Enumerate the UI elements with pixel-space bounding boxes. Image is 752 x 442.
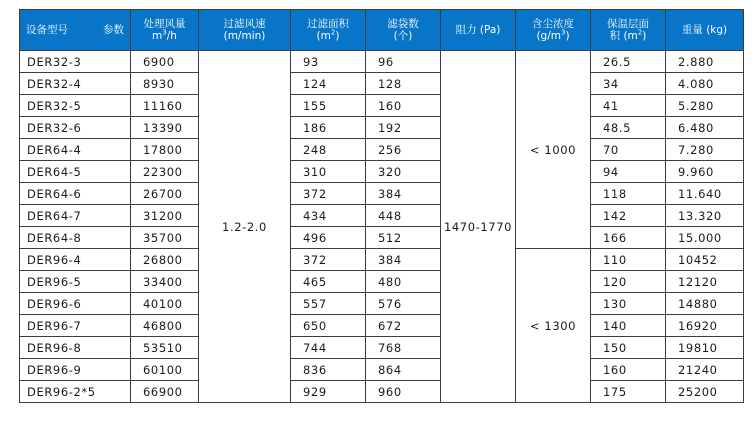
cell-insulation: 140 xyxy=(591,315,666,337)
header-airflow-unit: $m^3/h$ xyxy=(152,28,177,42)
cell-resistance: 1470-1770 xyxy=(441,51,516,403)
table-row xyxy=(20,51,744,73)
cell-model: DER64-5 xyxy=(20,161,131,183)
header-airflow xyxy=(131,10,199,51)
cell-weight: 4.080 xyxy=(666,73,744,95)
cell-insulation: 166 xyxy=(591,227,666,249)
cell-bags: 256 xyxy=(366,139,441,161)
header-bags-unit: (个) xyxy=(393,30,413,42)
table-row xyxy=(20,161,744,183)
cell-area: 465 xyxy=(291,271,366,293)
header-insulation-label: 保温层面 xyxy=(607,18,649,30)
cell-bags: 672 xyxy=(366,315,441,337)
header-airflow-label: 处理风量 xyxy=(143,18,186,30)
header-model-param xyxy=(20,10,131,51)
cell-airflow: 13390 xyxy=(131,117,199,139)
header-row xyxy=(20,10,744,51)
cell-airflow: 17800 xyxy=(131,139,199,161)
cell-airflow: 6900 xyxy=(131,51,199,73)
cell-model: DER32-3 xyxy=(20,51,131,73)
cell-insulation: 150 xyxy=(591,337,666,359)
cell-bags: 192 xyxy=(366,117,441,139)
cell-model: DER96-2*5 xyxy=(20,381,131,403)
cell-dust-group2: < 1300 xyxy=(516,249,591,403)
cell-model: DER64-6 xyxy=(20,183,131,205)
cell-area: 434 xyxy=(291,205,366,227)
cell-bags: 768 xyxy=(366,337,441,359)
cell-bags: 96 xyxy=(366,51,441,73)
header-area-label: 过滤面积 xyxy=(307,18,349,30)
cell-airflow: 46800 xyxy=(131,315,199,337)
cell-airflow: 35700 xyxy=(131,227,199,249)
header-bags-label: 滤袋数 xyxy=(387,18,419,30)
cell-weight: 2.880 xyxy=(666,51,744,73)
cell-airflow: 66900 xyxy=(131,381,199,403)
cell-area: 310 xyxy=(291,161,366,183)
cell-airflow: 26700 xyxy=(131,183,199,205)
cell-insulation: 34 xyxy=(591,73,666,95)
cell-weight: 7.280 xyxy=(666,139,744,161)
cell-weight: 6.480 xyxy=(666,117,744,139)
cell-airflow: 8930 xyxy=(131,73,199,95)
cell-model: DER96-8 xyxy=(20,337,131,359)
table-row xyxy=(20,117,744,139)
cell-model: DER64-8 xyxy=(20,227,131,249)
cell-insulation: 175 xyxy=(591,381,666,403)
cell-bags: 960 xyxy=(366,381,441,403)
cell-insulation: 110 xyxy=(591,249,666,271)
cell-insulation: 118 xyxy=(591,183,666,205)
cell-insulation: 120 xyxy=(591,271,666,293)
cell-airflow: 11160 xyxy=(131,95,199,117)
header-weight-label: 重量 (kg) xyxy=(681,24,728,36)
cell-bags: 384 xyxy=(366,183,441,205)
cell-weight: 16920 xyxy=(666,315,744,337)
header-velocity-unit: (m/min) xyxy=(223,30,266,42)
table-body xyxy=(20,51,744,403)
cell-area: 155 xyxy=(291,95,366,117)
cell-bags: 320 xyxy=(366,161,441,183)
cell-model: DER32-5 xyxy=(20,95,131,117)
cell-area: 557 xyxy=(291,293,366,315)
cell-weight: 13.320 xyxy=(666,205,744,227)
table-row xyxy=(20,183,744,205)
cell-insulation: 48.5 xyxy=(591,117,666,139)
cell-weight: 12120 xyxy=(666,271,744,293)
header-dust-label: 含尘浓度 xyxy=(532,18,574,30)
table-row xyxy=(20,381,744,403)
cell-bags: 160 xyxy=(366,95,441,117)
cell-area: 496 xyxy=(291,227,366,249)
cell-insulation: 41 xyxy=(591,95,666,117)
cell-bags: 128 xyxy=(366,73,441,95)
cell-insulation: 142 xyxy=(591,205,666,227)
cell-bags: 576 xyxy=(366,293,441,315)
cell-insulation: 94 xyxy=(591,161,666,183)
table-row xyxy=(20,271,744,293)
cell-area: 836 xyxy=(291,359,366,381)
cell-insulation: 130 xyxy=(591,293,666,315)
header-area xyxy=(291,10,366,51)
cell-weight: 25200 xyxy=(666,381,744,403)
cell-airflow: 26800 xyxy=(131,249,199,271)
header-param: 参数 xyxy=(103,24,124,36)
cell-model: DER96-5 xyxy=(20,271,131,293)
cell-weight: 5.280 xyxy=(666,95,744,117)
table-row xyxy=(20,95,744,117)
cell-airflow: 22300 xyxy=(131,161,199,183)
cell-insulation: 160 xyxy=(591,359,666,381)
spec-table xyxy=(19,9,744,403)
cell-area: 650 xyxy=(291,315,366,337)
table-row xyxy=(20,359,744,381)
cell-weight: 9.960 xyxy=(666,161,744,183)
cell-bags: 864 xyxy=(366,359,441,381)
cell-bags: 512 xyxy=(366,227,441,249)
table-row xyxy=(20,315,744,337)
header-dust-unit: $(g/m^3)$ xyxy=(536,28,570,42)
cell-insulation: 26.5 xyxy=(591,51,666,73)
cell-airflow: 53510 xyxy=(131,337,199,359)
table-row xyxy=(20,337,744,359)
table-row xyxy=(20,205,744,227)
cell-insulation: 70 xyxy=(591,139,666,161)
cell-weight: 21240 xyxy=(666,359,744,381)
header-bags xyxy=(366,10,441,51)
table-row xyxy=(20,73,744,95)
cell-area: 93 xyxy=(291,51,366,73)
cell-airflow: 31200 xyxy=(131,205,199,227)
cell-area: 186 xyxy=(291,117,366,139)
cell-area: 248 xyxy=(291,139,366,161)
cell-area: 124 xyxy=(291,73,366,95)
cell-bags: 384 xyxy=(366,249,441,271)
cell-model: DER96-4 xyxy=(20,249,131,271)
cell-bags: 480 xyxy=(366,271,441,293)
cell-bags: 448 xyxy=(366,205,441,227)
cell-model: DER32-4 xyxy=(20,73,131,95)
cell-area: 744 xyxy=(291,337,366,359)
header-weight xyxy=(666,10,744,51)
cell-airflow: 60100 xyxy=(131,359,199,381)
header-insulation-unit: 积 $(m^2)$ xyxy=(609,28,647,42)
cell-area: 372 xyxy=(291,249,366,271)
header-resistance xyxy=(441,10,516,51)
header-insulation xyxy=(591,10,666,51)
cell-model: DER96-6 xyxy=(20,293,131,315)
cell-model: DER64-7 xyxy=(20,205,131,227)
header-velocity xyxy=(199,10,291,51)
cell-model: DER96-7 xyxy=(20,315,131,337)
cell-weight: 19810 xyxy=(666,337,744,359)
table-row xyxy=(20,293,744,315)
cell-model: DER64-4 xyxy=(20,139,131,161)
header-area-unit: $(m^2)$ xyxy=(316,28,340,42)
cell-weight: 14880 xyxy=(666,293,744,315)
cell-airflow: 40100 xyxy=(131,293,199,315)
cell-weight: 15.000 xyxy=(666,227,744,249)
table-row xyxy=(20,227,744,249)
header-dust xyxy=(516,10,591,51)
cell-model: DER96-9 xyxy=(20,359,131,381)
cell-area: 929 xyxy=(291,381,366,403)
cell-airflow: 33400 xyxy=(131,271,199,293)
table-row xyxy=(20,249,744,271)
cell-velocity: 1.2-2.0 xyxy=(199,51,291,403)
header-model: 设备型号 xyxy=(26,24,68,36)
cell-weight: 11.640 xyxy=(666,183,744,205)
cell-weight: 10452 xyxy=(666,249,744,271)
table-row xyxy=(20,139,744,161)
cell-area: 372 xyxy=(291,183,366,205)
header-velocity-label: 过滤风速 xyxy=(223,18,266,30)
cell-dust-group1: < 1000 xyxy=(516,51,591,249)
cell-model: DER32-6 xyxy=(20,117,131,139)
header-resistance-label: 阻力 (Pa) xyxy=(455,24,501,36)
